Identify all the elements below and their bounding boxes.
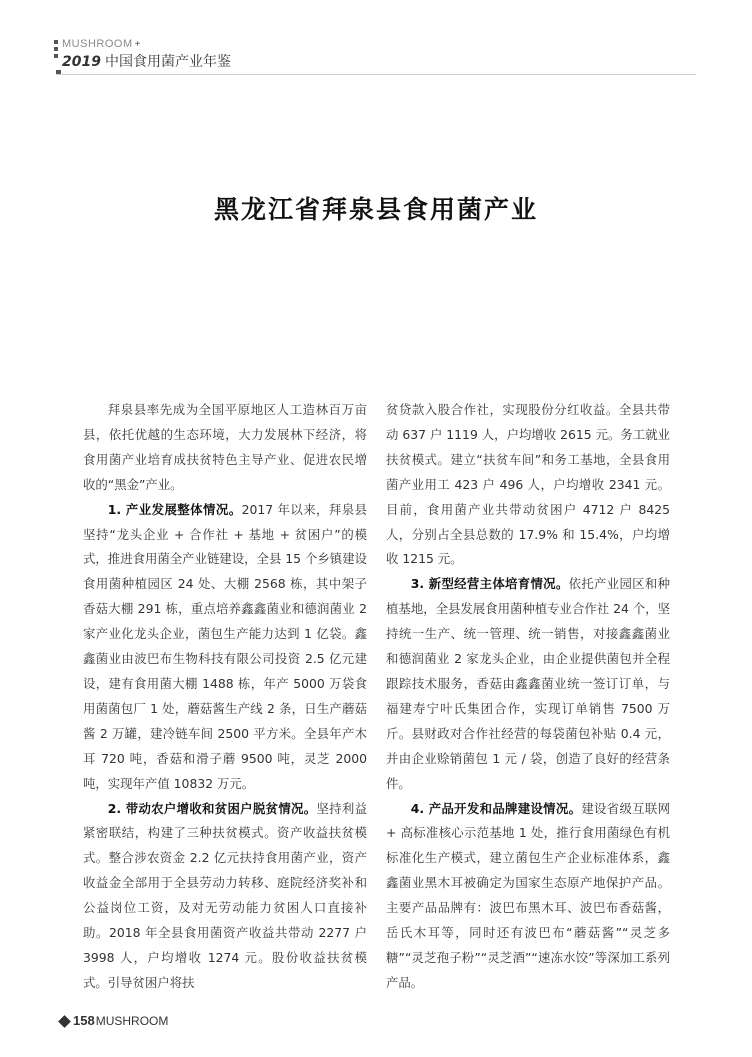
article-title: 黑龙江省拜泉县食用菌产业 — [213, 195, 538, 224]
diamond-icon — [58, 1015, 71, 1028]
section-3-paragraph — [386, 572, 670, 796]
header-brand — [62, 38, 231, 50]
section-1-heading: 1. 产业发展整体情况。 — [107, 501, 242, 517]
section-3-heading: 3. 新型经营主体培育情况。 — [410, 576, 569, 592]
section-4-body: 建设省级互联网 + 高标准核心示范基地 1 处，推行食用菌绿色有机标准化生产模式，建立菌包生产企业标准体系，鑫鑫菌业黑木耳被确定为国家生态原产地保护产品。主要产品品牌有：波巴布黑木耳、波巴布香菇酱，岳氏木耳等，同时还有波巴布“蘑菇酱”“灵芝多糖”“灵芝孢子粉”“灵芝酒”“速冻水饺”等深加工系列产品。 — [386, 800, 670, 990]
section-2-continuation: 贫贷款入股合作社，实现股份分红收益。全县共带动 637 户 1119 人，户均增收 2615 元。务工就业扶贫模式。建立“扶贫车间”和务工基地，全县食用菌产业用工 423 户 496 人，户均增收 2341 元。目前，食用菌产业共带动贫困户 4712 户 8425 人，分别占全县总数的 17.9% 和 15.4%，户均增收 1215 元。 — [386, 402, 670, 567]
section-4-paragraph — [386, 797, 670, 996]
intro-paragraph: 拜泉县率先成为全国平原地区人工造林百万亩县，依托优越的生态环境，大力发展林下经济，将食用菌产业培育成扶贫特色主导产业、促进农民增收的“黑金”产业。 — [83, 402, 367, 492]
section-4-heading: 4. 产品开发和品牌建设情况。 — [410, 800, 582, 816]
section-2-body: 坚持利益紧密联结，构建了三种扶贫模式。资产收益扶贫模式。整合涉农资金 2.2 亿元扶持食用菌产业，资产收益金全部用于全县劳动力转移、庭院经济奖补和公益岗位工资，及对无劳动能力贫困人口直接补助。2018 年全县食用菌资产收益共带动 2277 户 3998 人，户均增收 1274 元。股份收益扶贫模式。引导贫困户将扶 — [83, 800, 367, 990]
section-2-paragraph — [83, 797, 367, 996]
running-header — [62, 38, 231, 71]
left-column — [83, 398, 367, 996]
header-brand-text: MUSHROOM — [62, 38, 133, 50]
footer-brand: MUSHROOM — [95, 1014, 169, 1028]
right-column — [386, 398, 670, 996]
section-2-heading: 2. 带动农户增收和贫困户脱贫情况。 — [107, 800, 317, 816]
page-number: 158 — [73, 1013, 95, 1028]
page-footer — [60, 1013, 168, 1028]
section-1-paragraph — [83, 498, 367, 797]
header-year: 2019 — [62, 54, 101, 70]
section-1-body: 2017 年以来，拜泉县坚持“龙头企业 + 合作社 + 基地 + 贫困户”的模式，推进食用菌全产业链建设，全县 15 个乡镇建设食用菌种植园区 24 处、大棚 2568 栋，其中架子香菇大棚 291 栋，重点培养鑫鑫菌业和德润菌业 2 家产业化龙头企业，菌包生产能力达到 1 亿袋。鑫鑫菌业由波巴布生物科技有限公司投资 2.5 亿元建设，建有食用菌大棚 1488 栋，年产 5000 万袋食用菌菌包厂 1 处，蘑菇酱生产线 2 条，日生产蘑菇酱 2 万罐，建冷链车间 2500 平方米。全县年产木耳 720 吨，香菇和滑子蘑 9500 吨，灵芝 2000 吨，实现年产值 10832 万元。 — [83, 501, 367, 791]
header-rule — [56, 74, 696, 75]
header-dots-icon — [54, 40, 60, 61]
section-3-body: 依托产业园区和种植基地，全县发展食用菌种植专业合作社 24 个，坚持统一生产、统一管理、统一销售，对接鑫鑫菌业和德润菌业 2 家龙头企业，由企业提供菌包并全程跟踪技术服务，香菇由鑫鑫菌业统一签订订单，与福建寿宁叶氏集团合作，实现订单销售 7500 万斤。县财政对合作社经营的每袋菌包补贴 0.4 元，并由企业赊销菌包 1 元 / 袋，创造了良好的经营条件。 — [386, 576, 670, 791]
header-brand-plus: + — [134, 39, 141, 50]
header-yearbook — [62, 51, 231, 71]
header-yearbook-title: 中国食用菌产业年鉴 — [104, 54, 231, 70]
